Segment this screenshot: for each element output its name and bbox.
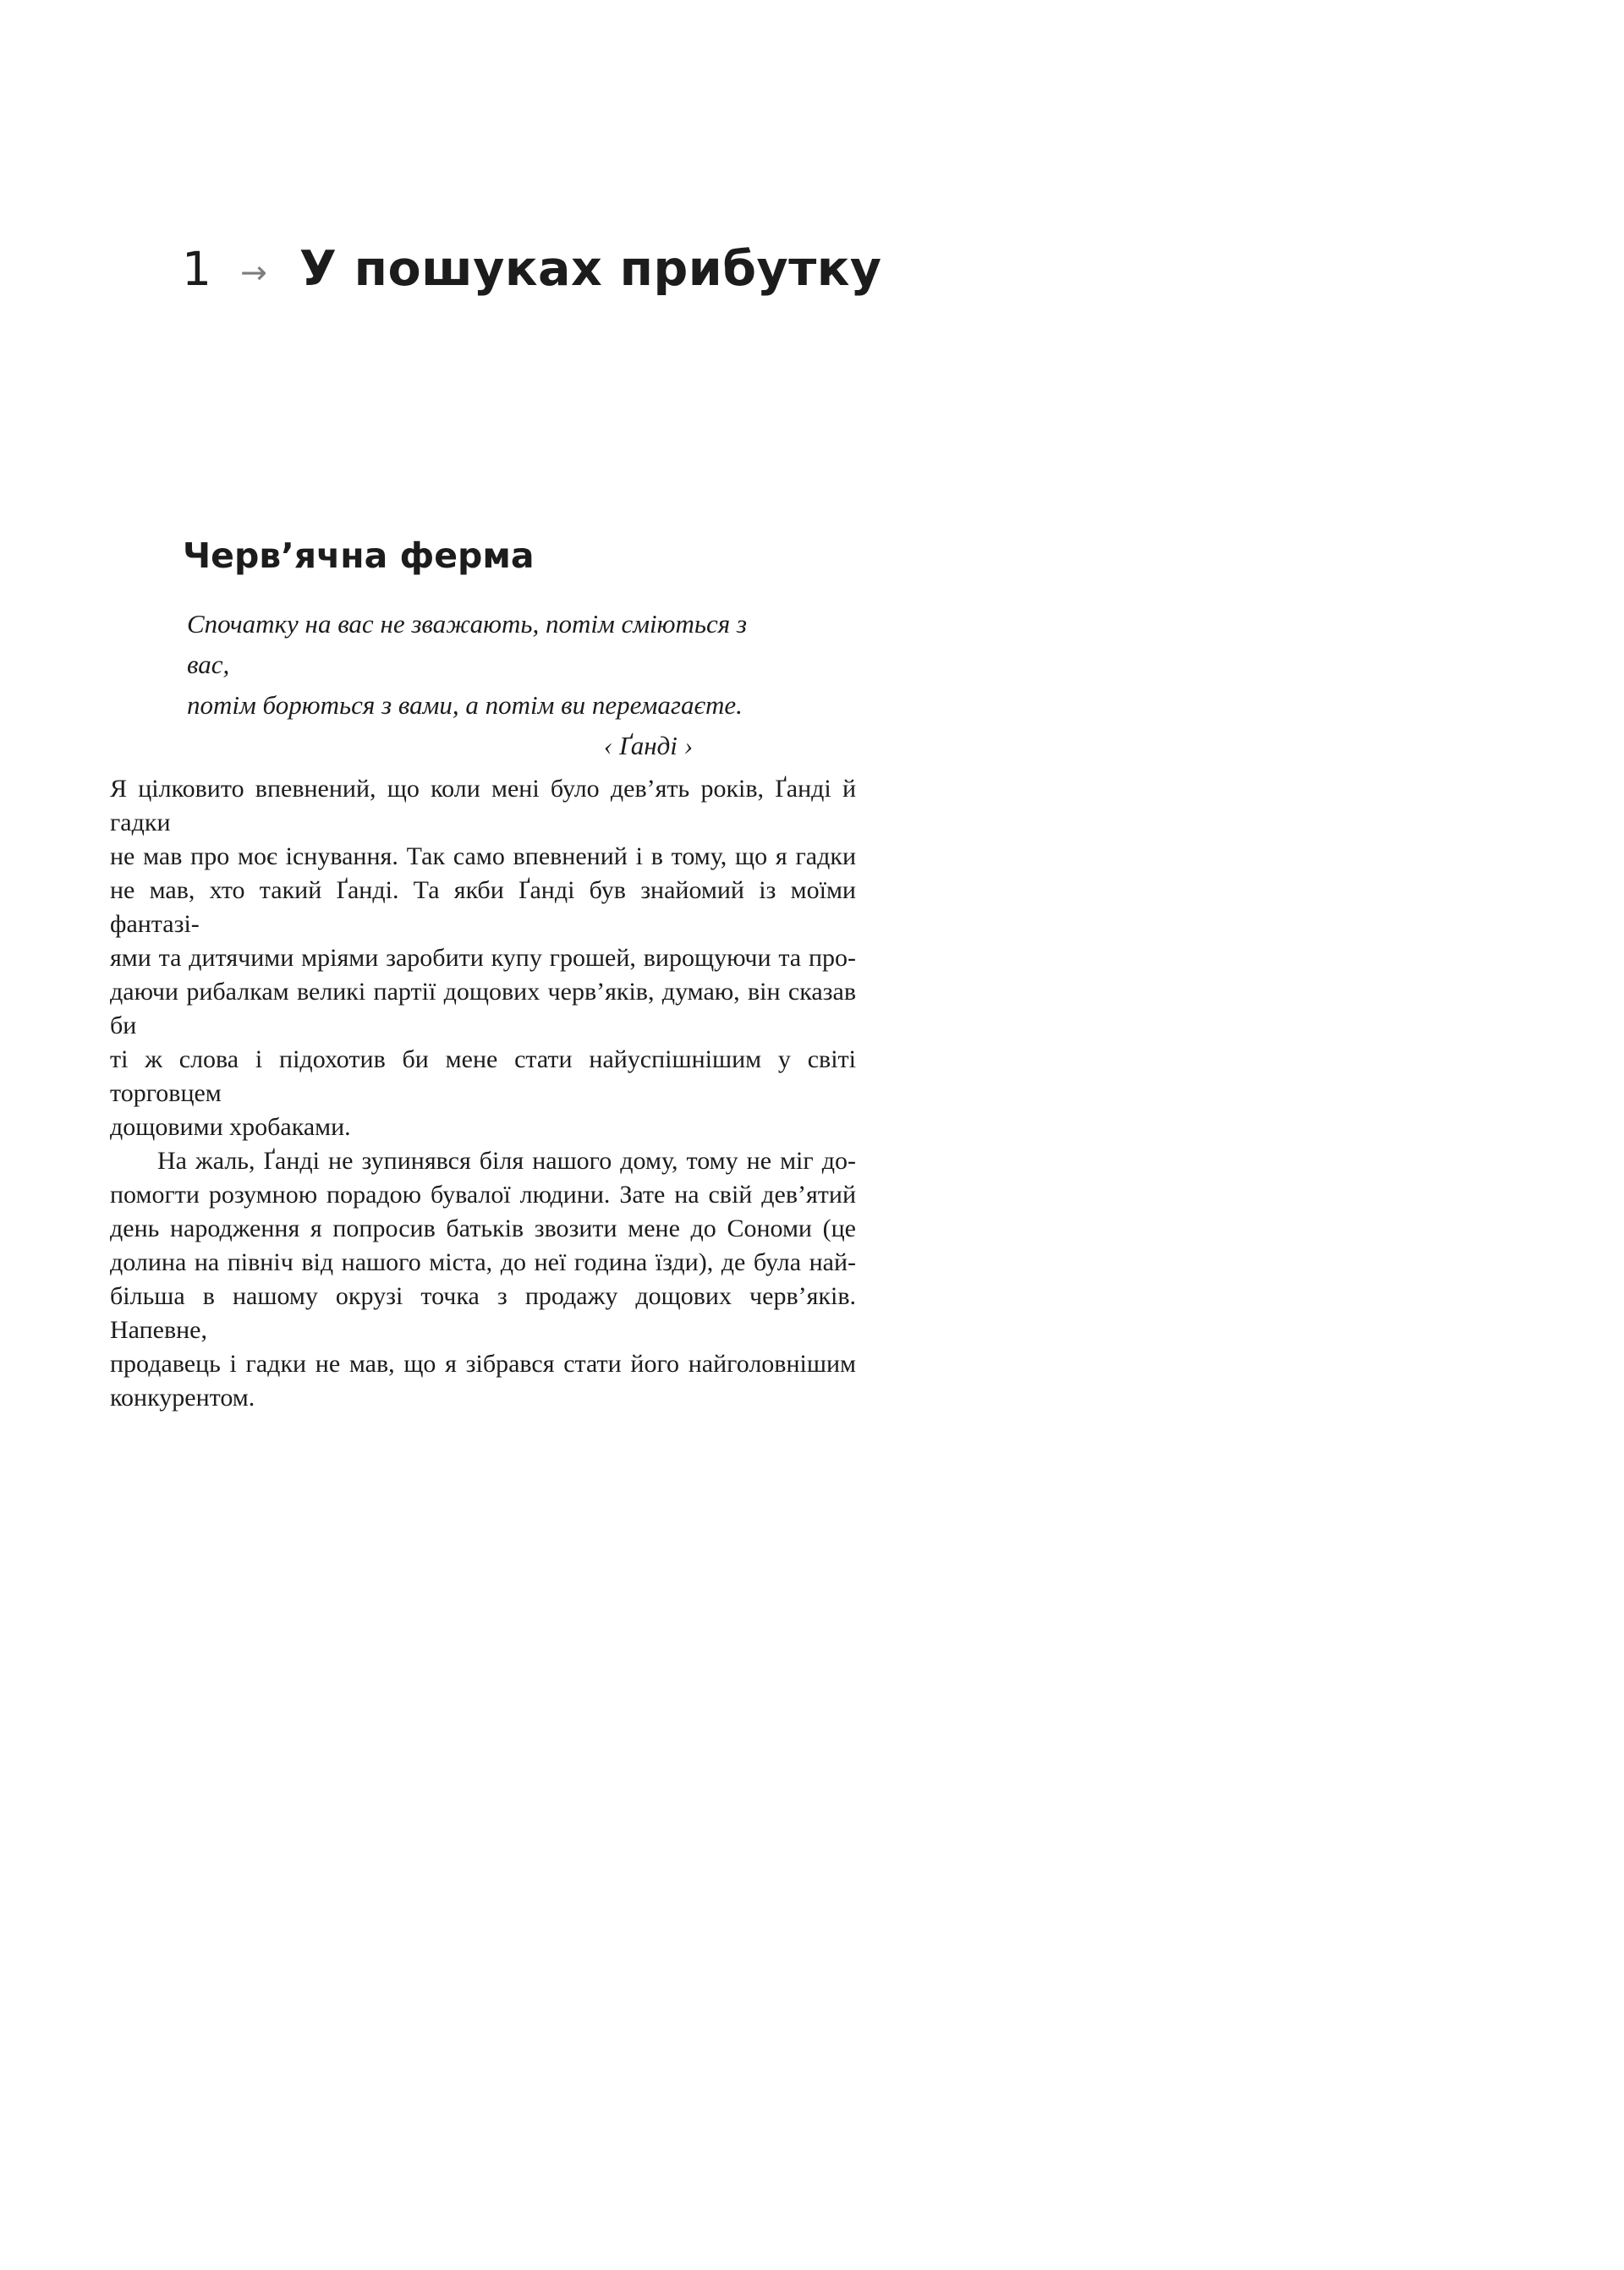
body-line: помогти розумною порадою бувалої людини. Зате на свій дев’ятий bbox=[110, 1181, 856, 1209]
body-line: ями та дитячими мріями заробити купу грошей, вирощуючи та про- bbox=[110, 944, 856, 972]
arrow-icon: → bbox=[240, 253, 267, 291]
chapter-title: У пошуках прибутку bbox=[299, 241, 882, 297]
epigraph-line: потім борються з вами, а потім ви перемагаєте. bbox=[187, 690, 743, 720]
body-line: продавець і гадки не мав, що я зібрався стати його найголовнішим bbox=[110, 1350, 856, 1378]
section-title: Черв’ячна ферма bbox=[183, 535, 535, 576]
body-line: Я цілковито впевнений, що коли мені було дев’ять років, Ґанді й гадки bbox=[110, 775, 856, 836]
epigraph-line: Спочатку на вас не зважають, потім сміються з вас, bbox=[187, 609, 748, 679]
body-paragraph bbox=[110, 772, 856, 1144]
epigraph-attribution: ‹ Ґанді › bbox=[604, 731, 693, 760]
body-line: день народження я попросив батьків звозити мене до Сономи (це bbox=[110, 1215, 856, 1242]
body-line: конкурентом. bbox=[110, 1384, 255, 1412]
epigraph bbox=[187, 604, 771, 766]
body-line: не мав, хто такий Ґанді. Та якби Ґанді був знайомий із моїми фантазі- bbox=[110, 876, 856, 938]
body-line: дощовими хробаками. bbox=[110, 1113, 351, 1141]
body-line: даючи рибалкам великі партії дощових черв’яків, думаю, він сказав би bbox=[110, 978, 856, 1039]
body-line: більша в нашому окрузі точка з продажу дощових черв’яків. Напевне, bbox=[110, 1282, 856, 1344]
body-paragraph bbox=[110, 1144, 856, 1415]
body-line: ті ж слова і підохотив би мене стати найуспішнішим у світі торговцем bbox=[110, 1045, 856, 1107]
body-text bbox=[110, 772, 856, 1415]
chapter-number: 1 bbox=[182, 242, 211, 296]
body-line: На жаль, Ґанді не зупинявся біля нашого дому, тому не міг до- bbox=[157, 1147, 856, 1175]
body-line: не мав про моє існування. Так само впевнений і в тому, що я гадки bbox=[110, 842, 856, 870]
chapter-heading bbox=[182, 241, 882, 297]
body-line: долина на північ від нашого міста, до неї година їзди), де була най- bbox=[110, 1248, 856, 1276]
